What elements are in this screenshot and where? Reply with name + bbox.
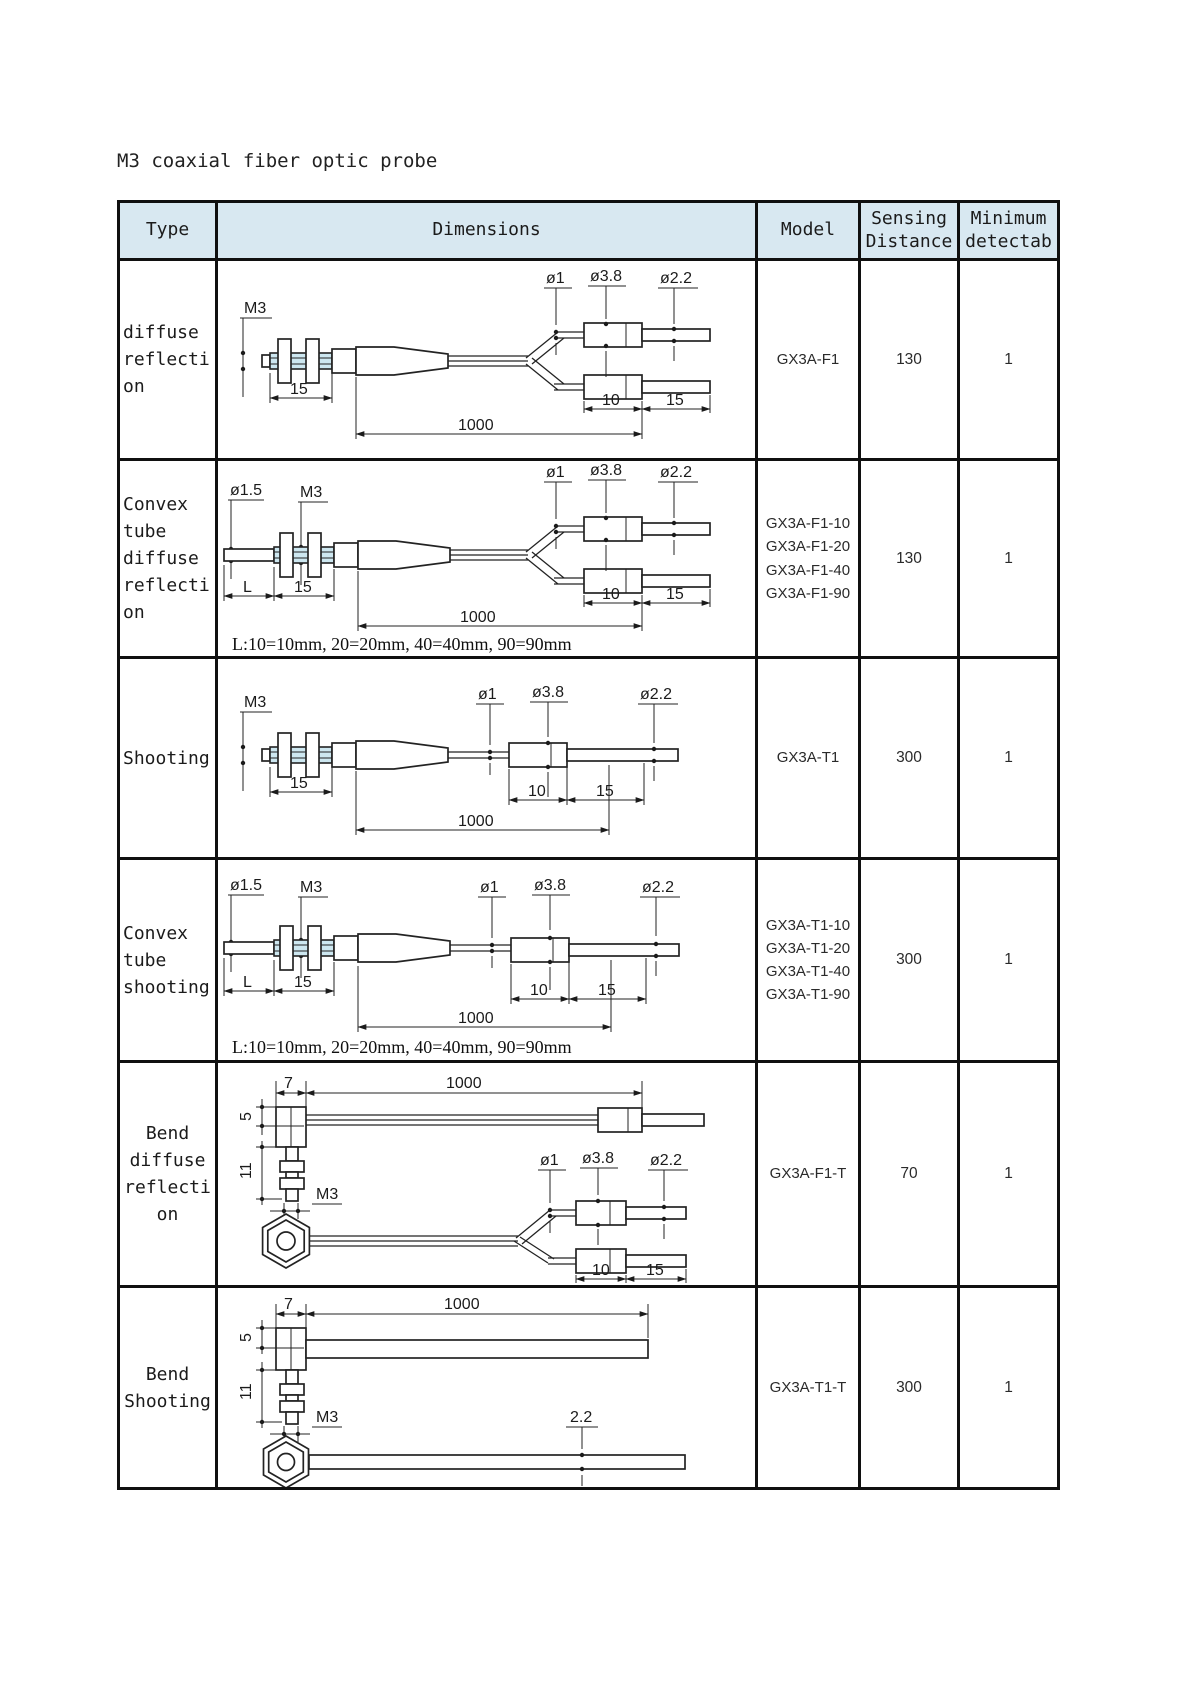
page-title: M3 coaxial fiber optic probe	[117, 150, 438, 172]
dim-label-1000: 1000	[446, 1075, 482, 1092]
minimum-cell: 1	[959, 1062, 1059, 1287]
dim-label-15: 15	[294, 974, 312, 991]
type-line: on	[156, 1204, 179, 1225]
minimum-cell: 1	[959, 260, 1059, 460]
type-line: diffuse	[123, 548, 199, 569]
dim-label-1000: 1000	[458, 813, 494, 830]
dim-label-phi22: ø2.2	[650, 1152, 683, 1169]
dimension-cell	[217, 859, 757, 1062]
dim-label-phi22: ø2.2	[640, 686, 673, 703]
header-sensing: Sensing Distance	[860, 202, 959, 260]
dim-label-22: 2.2	[570, 1409, 593, 1426]
dim-label-5: 5	[238, 1112, 255, 1121]
length-note: L:10=10mm, 20=20mm, 40=40mm, 90=90mm	[232, 1037, 572, 1057]
dim-label-L: L	[243, 579, 252, 596]
dim-label-phi1: ø1	[478, 686, 497, 703]
dimension-drawing	[218, 461, 755, 656]
dim-label-m3: M3	[244, 694, 267, 711]
model-cell: GX3A-T1-10 GX3A-T1-20 GX3A-T1-40 GX3A-T1-90	[757, 859, 860, 1062]
dim-label-1000: 1000	[458, 417, 494, 434]
minimum-cell: 1	[959, 658, 1059, 859]
dim-label-phi1: ø1	[546, 270, 565, 287]
dimension-drawing	[218, 860, 755, 1060]
type-line: shooting	[123, 976, 210, 998]
dim-label-15: 15	[666, 586, 684, 603]
dimension-drawing	[218, 659, 755, 857]
minimum-cell: 1	[959, 1287, 1059, 1489]
dim-label-phi38: ø3.8	[532, 684, 565, 701]
dim-label-15: 15	[294, 579, 312, 596]
dim-label-15: 15	[290, 775, 308, 792]
dim-label-15: 15	[596, 783, 614, 800]
sensing-cell: 130	[860, 260, 959, 460]
type-line: Bend	[145, 1363, 190, 1385]
type-line: Shooting	[124, 1390, 211, 1412]
dim-label-L: L	[243, 974, 252, 991]
sensing-cell: 300	[860, 859, 959, 1062]
type-line: tube	[123, 521, 167, 542]
dim-label-15: 15	[646, 1262, 664, 1279]
dim-label-m3: M3	[300, 484, 323, 501]
sensing-cell: 70	[860, 1062, 959, 1287]
header-minimum: Minimum detectab	[959, 202, 1059, 260]
type-line: Convex	[123, 922, 189, 944]
model-cell: GX3A-F1	[757, 260, 860, 460]
dim-label-15: 15	[290, 381, 308, 398]
type-cell	[119, 460, 217, 658]
type-line: Bend	[145, 1123, 190, 1144]
type-line: tube	[123, 949, 167, 971]
dim-label-m3: M3	[316, 1409, 339, 1426]
type-cell	[119, 1287, 217, 1489]
model-cell: GX3A-F1-10 GX3A-F1-20 GX3A-F1-40 GX3A-F1-90	[757, 460, 860, 658]
dim-label-7: 7	[284, 1296, 293, 1313]
type-line: diffuse	[129, 1150, 206, 1171]
dimension-drawing	[218, 1063, 755, 1285]
dim-label-phi15: ø1.5	[230, 877, 263, 894]
dimension-cell	[217, 460, 757, 658]
model-cell: GX3A-F1-T	[757, 1062, 860, 1287]
header-model: Model	[757, 202, 860, 260]
table-row	[119, 260, 1059, 460]
dimension-cell	[217, 1287, 757, 1489]
dim-label-10: 10	[602, 392, 620, 409]
model-cell: GX3A-T1	[757, 658, 860, 859]
spec-table	[117, 200, 1060, 1490]
dim-label-1000: 1000	[458, 1010, 494, 1027]
dimension-drawing	[218, 1288, 755, 1487]
type-cell	[119, 1062, 217, 1287]
dim-label-m3: M3	[316, 1186, 339, 1203]
table-row	[119, 460, 1059, 658]
dimension-cell	[217, 1062, 757, 1287]
dim-label-10: 10	[528, 783, 546, 800]
table-row	[119, 1062, 1059, 1287]
table-row	[119, 658, 1059, 859]
dim-label-phi38: ø3.8	[534, 877, 567, 894]
dim-label-10: 10	[592, 1262, 610, 1279]
type-line: reflecti	[123, 575, 210, 596]
type-cell	[119, 859, 217, 1062]
minimum-cell: 1	[959, 460, 1059, 658]
dim-label-10: 10	[602, 586, 620, 603]
dimension-drawing	[218, 261, 755, 458]
table-row	[119, 859, 1059, 1062]
dim-label-m3: M3	[300, 879, 323, 896]
type-line: on	[123, 376, 145, 397]
dim-label-phi1: ø1	[540, 1152, 559, 1169]
dim-label-7: 7	[284, 1075, 293, 1092]
header-row	[119, 202, 1059, 260]
dimension-cell	[217, 658, 757, 859]
dim-label-15: 15	[666, 392, 684, 409]
dimension-cell	[217, 260, 757, 460]
dim-label-phi22: ø2.2	[660, 270, 693, 287]
type-line: diffuse	[123, 322, 199, 343]
minimum-cell: 1	[959, 859, 1059, 1062]
sensing-cell: 130	[860, 460, 959, 658]
dim-label-5: 5	[238, 1333, 255, 1342]
type-line: reflecti	[124, 1177, 211, 1198]
dim-label-phi38: ø3.8	[590, 462, 623, 479]
dim-label-11: 11	[238, 1383, 255, 1400]
length-note: L:10=10mm, 20=20mm, 40=40mm, 90=90mm	[232, 634, 572, 654]
model-cell: GX3A-T1-T	[757, 1287, 860, 1489]
dim-label-phi1: ø1	[480, 879, 499, 896]
header-type: Type	[119, 202, 217, 260]
table-row	[119, 1287, 1059, 1489]
dim-label-phi15: ø1.5	[230, 482, 263, 499]
type-cell	[119, 260, 217, 460]
sensing-cell: 300	[860, 1287, 959, 1489]
type-line: Shooting	[123, 747, 210, 769]
dim-label-phi22: ø2.2	[660, 464, 693, 481]
sensing-cell: 300	[860, 658, 959, 859]
dim-label-phi22: ø2.2	[642, 879, 675, 896]
dim-label-m3: M3	[244, 300, 267, 317]
dim-label-10: 10	[530, 982, 548, 999]
type-cell	[119, 658, 217, 859]
dim-label-phi38: ø3.8	[590, 268, 623, 285]
header-dimensions: Dimensions	[217, 202, 757, 260]
type-line: Convex	[123, 494, 189, 515]
dim-label-15: 15	[598, 982, 616, 999]
dim-label-1000: 1000	[460, 609, 496, 626]
type-line: reflecti	[123, 349, 210, 370]
dim-label-phi1: ø1	[546, 464, 565, 481]
type-line: on	[123, 602, 145, 623]
dim-label-1000: 1000	[444, 1296, 480, 1313]
dim-label-11: 11	[238, 1162, 255, 1179]
dim-label-phi38: ø3.8	[582, 1150, 615, 1167]
